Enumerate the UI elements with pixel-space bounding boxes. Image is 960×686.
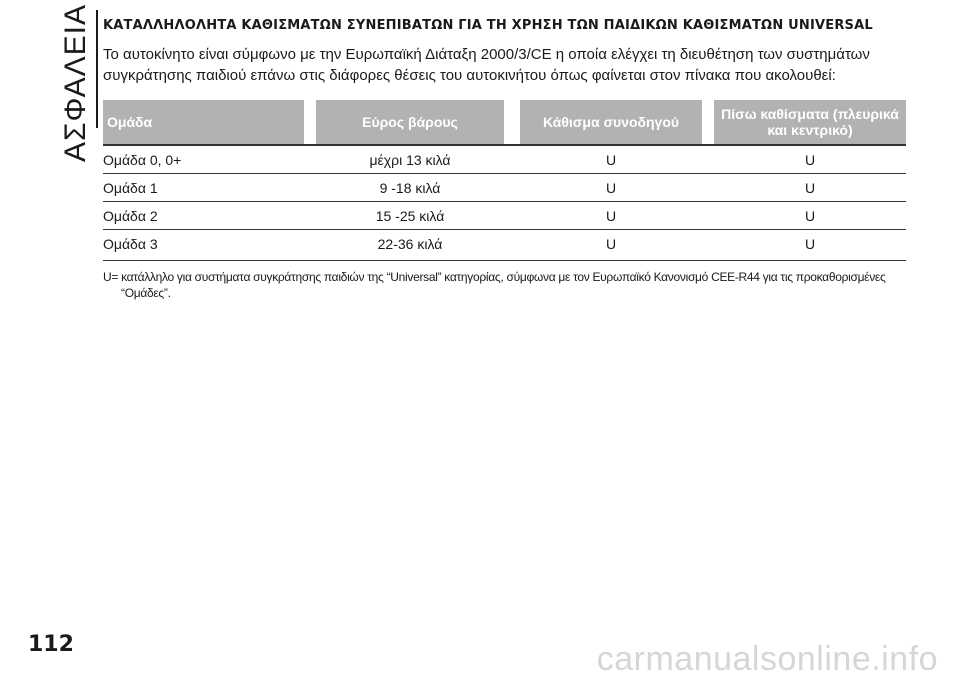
cell-rear: U xyxy=(804,151,816,168)
header-weight-range: Εύρος βάρους xyxy=(316,100,504,144)
table-row xyxy=(103,230,906,261)
cell-weight: 9 -18 κιλά xyxy=(379,179,441,196)
cell-weight: μέχρι 13 κιλά xyxy=(369,151,451,168)
side-divider xyxy=(96,10,98,128)
section-side-label-text: ΑΣΦΑΛΕΙΑ xyxy=(59,3,92,162)
cell-passenger: U xyxy=(605,151,617,168)
cell-group: Ομάδα 3 xyxy=(103,235,158,252)
header-rear-seats: Πίσω καθίσματα (πλευρικά και κεντρικό) xyxy=(714,100,906,144)
cell-weight: 22-36 κιλά xyxy=(377,235,443,252)
table-header xyxy=(103,100,906,144)
cell-passenger: U xyxy=(605,235,617,252)
cell-group: Ομάδα 0, 0+ xyxy=(103,151,182,168)
child-seat-table xyxy=(103,100,906,261)
cell-passenger: U xyxy=(605,179,617,196)
section-side-label xyxy=(56,3,96,162)
cell-rear: U xyxy=(804,179,816,196)
header-group: Ομάδα xyxy=(103,100,304,144)
cell-group: Ομάδα 1 xyxy=(103,179,158,196)
cell-group: Ομάδα 2 xyxy=(103,207,158,224)
table-footnote xyxy=(103,269,913,301)
footnote-line-2: “Ομάδες”. xyxy=(121,286,171,300)
table-row xyxy=(103,202,906,230)
page-title: ΚΑΤΑΛΛΗΛΟΛΗΤΑ ΚΑΘΙΣΜΑΤΩΝ ΣΥΝΕΠΙΒΑΤΩΝ ΓΙΑ ΤΗ ΧΡΗΣΗ ΤΩΝ ΠΑΙΔΙΚΩΝ ΚΑΘΙΣΜΑΤΩΝ UNIVERSAL xyxy=(103,18,873,33)
table-row xyxy=(103,146,906,174)
intro-paragraph: Το αυτοκίνητο είναι σύμφωνο με την Ευρωπαϊκή Διάταξη 2000/3/CE η οποία ελέγχει τη διευθέτηση των συστημάτων συγκράτησης παιδιού επάνω στις διάφορες θέσεις του αυτοκινήτου όπως φαίνεται στον πίνακα που ακολουθεί: xyxy=(103,46,870,84)
cell-passenger: U xyxy=(605,207,617,224)
cell-rear: U xyxy=(804,235,816,252)
cell-weight: 15 -25 κιλά xyxy=(375,207,445,224)
footnote-line-1: U= κατάλληλο για συστήματα συγκράτησης παιδιών της “Universal” κατηγορίας, σύμφωνα με τον Ευρωπαϊκό Κανονισμό CEE-R44 για τις προκαθορισμένες xyxy=(103,270,886,284)
header-passenger-seat: Κάθισμα συνοδηγού xyxy=(520,100,702,144)
cell-rear: U xyxy=(804,207,816,224)
watermark: carmanualsonline.info xyxy=(596,640,938,678)
table-row xyxy=(103,174,906,202)
page-number: 112 xyxy=(28,632,74,657)
